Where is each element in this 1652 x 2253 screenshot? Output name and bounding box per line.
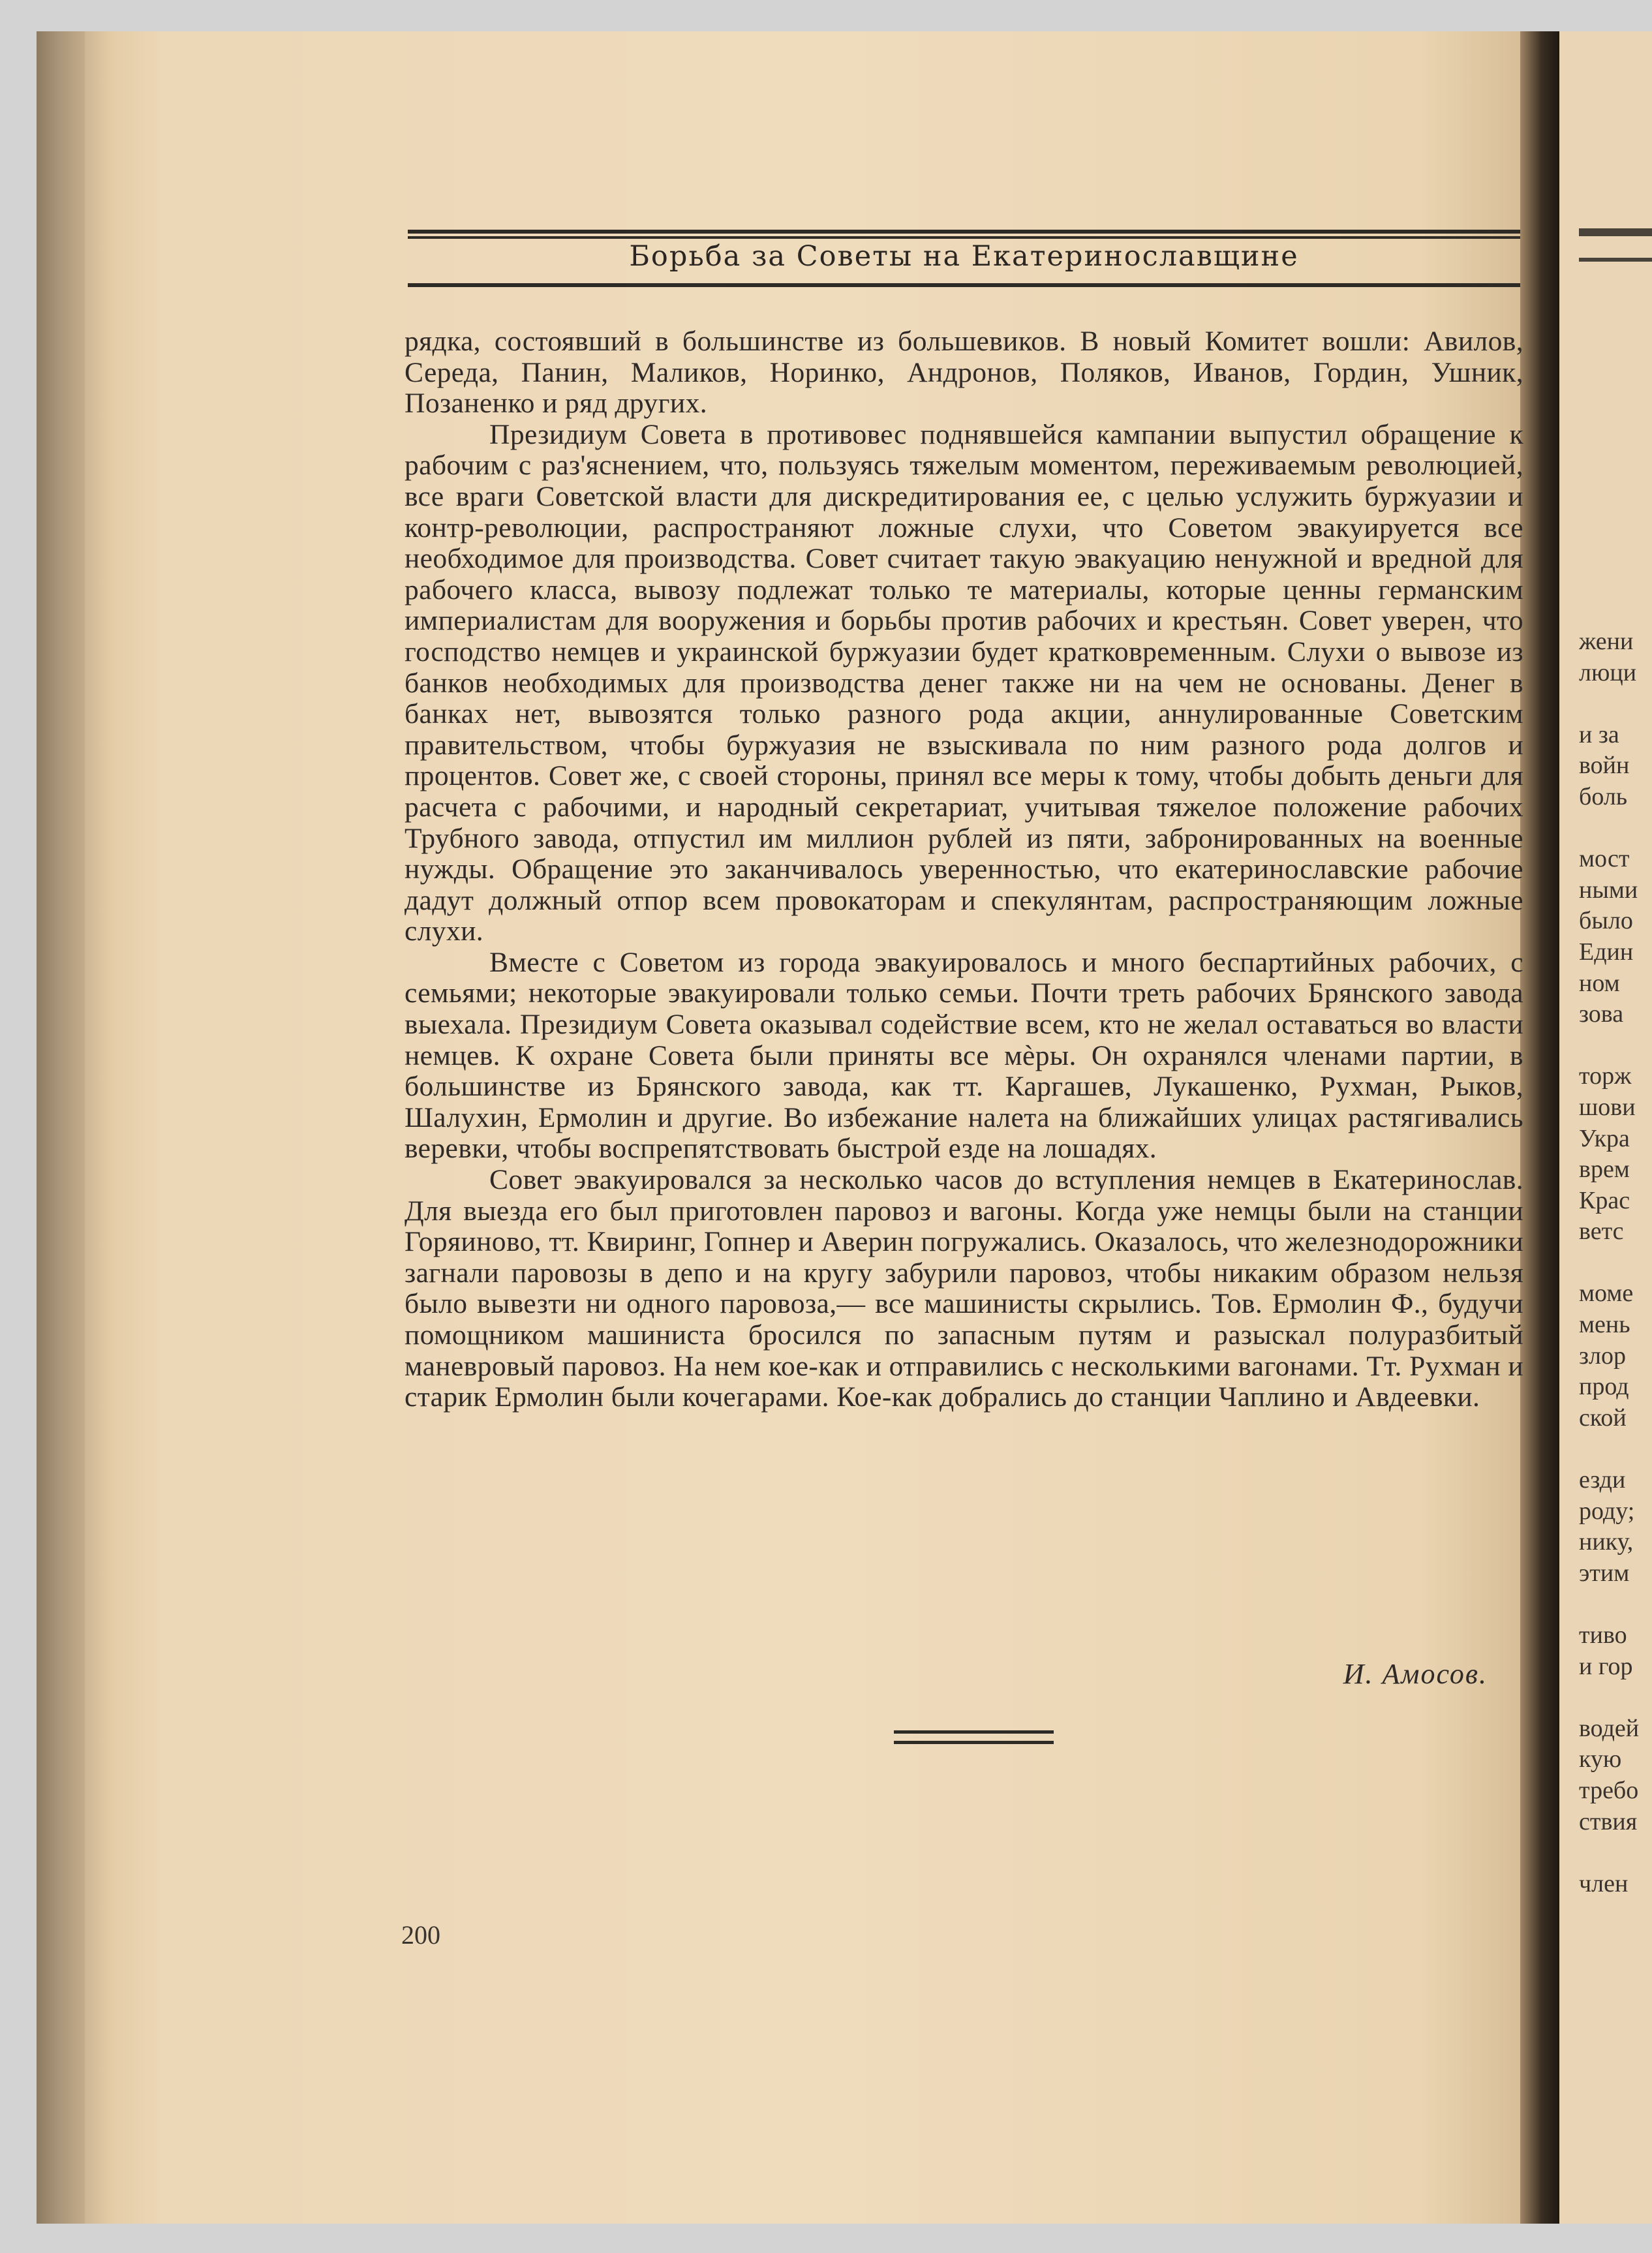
facing-page-line: езди [1579, 1466, 1626, 1494]
facing-page-line: Укра [1579, 1124, 1630, 1152]
paragraph: Совет эвакуировался за несколько часов до вступления немцев в Екатеринослав. Для выезда его был приготовлен паровоз и вагоны. Когда уже немцы были на станции Горяиново, тт. Квиринг, Гопнер и Аверин погружались. Оказалось, что железнодорожники загнали паровозы в депо и на кругу забурили паровоз, чтобы никаким образом нельзя было вывезти ни одного паровоза,— все машинисты скрылись. Тов. Ермолин Ф., будучи помощником машиниста бросился по запасным путям и разыскал полуразбитый маневровый паровоз. На нем кое-как и отправились с несколькими вагонами. Тт. Рухман и старик Ермолин были кочегарами. Кое-как добрались до станции Чаплино и Авдеевки. [405, 1164, 1523, 1413]
facing-page-line: войн [1579, 752, 1630, 780]
facing-page-line: торж [1579, 1062, 1632, 1090]
facing-page-line: злор [1579, 1341, 1626, 1370]
facing-page-header-rule-thin [1579, 258, 1652, 262]
facing-page-line: член [1579, 1869, 1629, 1897]
facing-page-line: прод [1579, 1373, 1629, 1401]
facing-page-line: роду; [1579, 1497, 1635, 1525]
facing-page-line: мень [1579, 1311, 1630, 1339]
facing-page-line [1579, 688, 1651, 720]
facing-page-line: ской [1579, 1403, 1627, 1432]
facing-page-line [1579, 1589, 1651, 1620]
paragraph: рядка, состоявший в большинстве из большевиков. В новый Комитет вошли: Авилов, Середа, Панин, Маликов, Норинко, Андронов, Поляков, Иванов, Гордин, Ушник, Позаненко и ряд других. [405, 326, 1523, 420]
facing-page-line: Един [1579, 938, 1634, 966]
facing-page-line: было [1579, 907, 1633, 935]
facing-page-line: шови [1579, 1093, 1636, 1121]
paragraph: Вместе с Советом из города эвакуировалось и много беспартийных рабочих, с семьями; некоторые эвакуировали только семьи. Почти треть рабочих Брянского завода выехала. Президиум Совета оказывал содействие всем, кто не желал оставаться во власти немцев. К охране Совета были приняты все мѐры. Он охранялся членами партии, в большинстве из Брянского завода, как тт. Каргашев, Лукашенко, Рухман, Рыков, Шалухин, Ермолин и другие. Во избежание налета на ближайших улицах растягивались веревки, чтобы воспрепятствовать быстрой езде на лошадях. [405, 946, 1523, 1165]
paragraph: Президиум Совета в противовес поднявшейся кампании выпустил обращение к рабочим с раз'яснением, что, пользуясь тяжелым моментом, переживаемым революцией, все враги Советской власти для дискредитирования ее, с целью услужить буржуазии и контр-революции, распространяют ложные слухи, что Советом эвакуируется все необходимое для производства. Совет считает такую эвакуацию ненужной и вредной для рабочего класса, вывозу подлежат только те материалы, которые ценны германским империалистам для вооружения и борьбы против рабочих и крестьян. Совет уверен, что господство немцев и украинской буржуазии будет кратковременным. Слухи о вывозе из банков необходимых для производства денег также ни на чем не основаны. Денег в банках нет, вывозятся только разного рода акции, аннулированные Советским правительством, чтобы буржуазия не взыскивала по ним разного рода долгов и процентов. Совет же, с своей стороны, принял все меры к тому, чтобы добыть деньги для расчета с рабочими, и народный секретариат, учитывая тяжелое положение рабочих Трубного завода, отпустил им миллион рублей из пяти, забронированных на военные нужды. Обращение это заканчивалось уверенностью, что екатеринославские рабочие дадут должный отпор всем провокаторам и спекулянтам, распространяющим ложные слухи. [405, 418, 1523, 947]
header-rule-top-thin [408, 236, 1520, 239]
facing-page-line: мост [1579, 845, 1630, 873]
facing-page-header-rule [1579, 228, 1652, 236]
facing-page-line: ствия [1579, 1807, 1638, 1835]
page-number: 200 [401, 1920, 440, 1950]
facing-page-line: и за [1579, 720, 1619, 748]
header-rule-bottom [408, 283, 1520, 287]
facing-page-line: и гор [1579, 1652, 1633, 1680]
header-rule-top [408, 230, 1520, 234]
facing-page-line: Крас [1579, 1186, 1630, 1214]
facing-page-line: люци [1579, 658, 1637, 686]
facing-page-text [1579, 626, 1651, 1899]
running-head: Борьба за Советы на Екатеринославщине [629, 240, 1299, 273]
facing-page-line: боль [1579, 782, 1628, 810]
facing-page-line: моме [1579, 1280, 1634, 1308]
facing-page-line: водей [1579, 1714, 1640, 1742]
book-gutter [1520, 31, 1559, 2224]
facing-page-line: зова [1579, 1000, 1624, 1028]
facing-page-line [1579, 813, 1651, 844]
facing-page-line: нику, [1579, 1528, 1634, 1556]
facing-page-line: этим [1579, 1559, 1630, 1587]
facing-page-line: требо [1579, 1776, 1639, 1804]
facing-page-line: ветс [1579, 1218, 1624, 1246]
facing-page-line: ном [1579, 969, 1620, 997]
facing-page-line: кую [1579, 1745, 1622, 1773]
facing-page-line: врем [1579, 1156, 1630, 1184]
facing-page-line: жени [1579, 628, 1634, 655]
article-body [405, 326, 1523, 1413]
end-rule-top [894, 1730, 1054, 1734]
facing-page-line: тиво [1579, 1621, 1627, 1649]
book-page-edges [37, 31, 89, 2224]
author-signature: И. Амосов. [1343, 1658, 1488, 1690]
facing-page-line [1579, 1433, 1651, 1465]
facing-page-line [1579, 1248, 1651, 1279]
facing-page-line [1579, 1837, 1651, 1869]
facing-page-line [1579, 1030, 1651, 1062]
end-rule-bottom [894, 1741, 1054, 1744]
facing-page-line: ными [1579, 876, 1638, 904]
facing-page-line [1579, 1682, 1651, 1713]
